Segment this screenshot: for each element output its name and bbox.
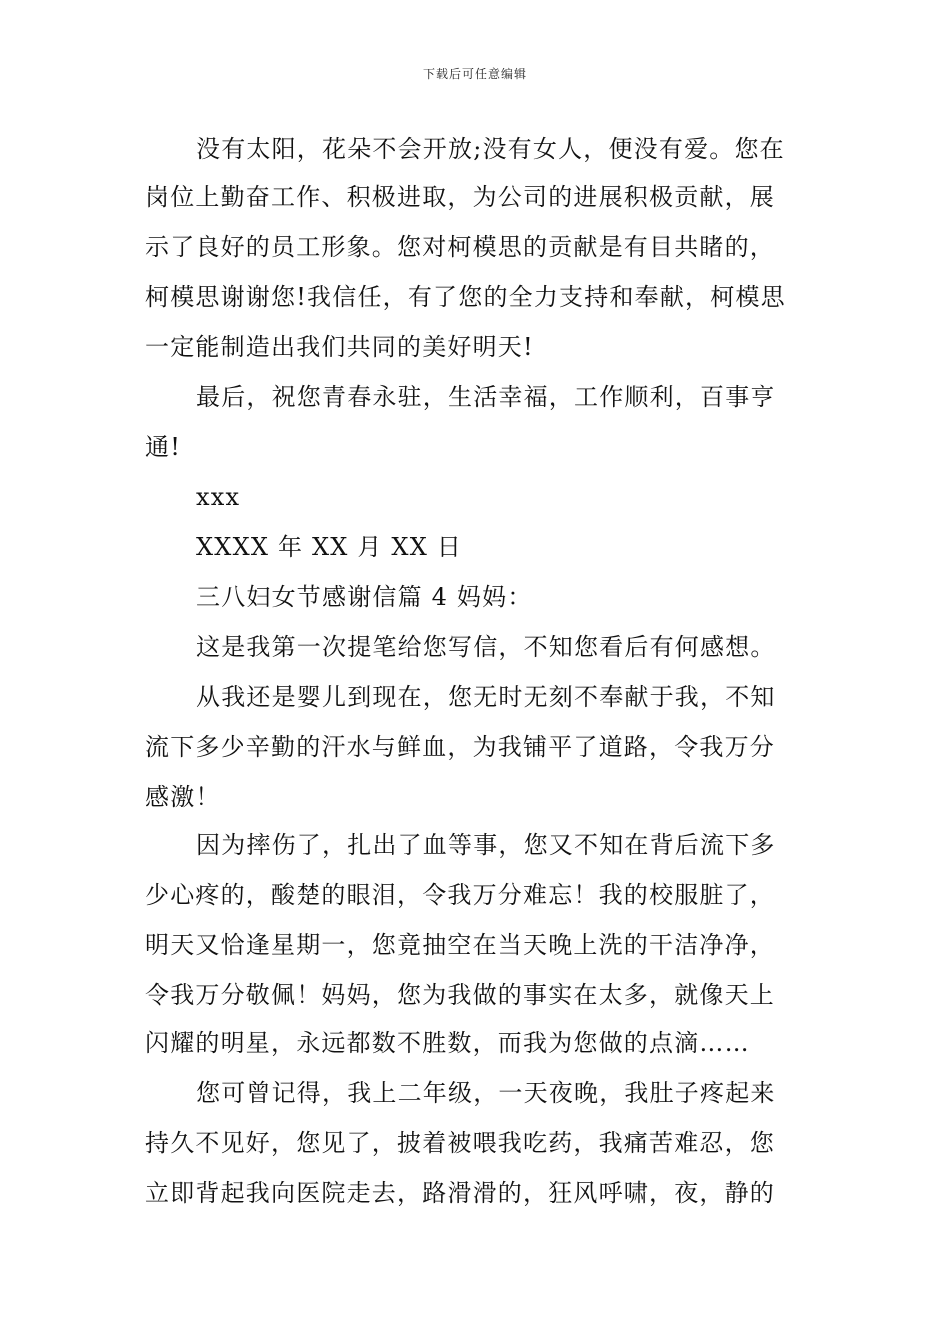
text-line: 流下多少辛勤的汗水与鲜血，为我铺平了道路，令我万分 [145, 733, 775, 761]
text-line: 三八妇女节感谢信篇 4 妈妈： [196, 583, 533, 611]
text-line: 通! [145, 433, 182, 461]
text-line: 没有太阳，花朵不会开放;没有女人，便没有爱。您在 [196, 135, 785, 163]
text-line: 感激！ [145, 783, 221, 811]
text-line: 示了良好的员工形象。您对柯模思的贡献是有目共睹的， [145, 233, 775, 261]
text-line: 岗位上勤奋工作、积极进取，为公司的进展积极贡献，展 [145, 183, 775, 211]
text-line: 少心疼的，酸楚的眼泪，令我万分难忘！我的校服脏了， [145, 881, 775, 909]
text-line: 持久不见好，您见了，披着被喂我吃药，我痛苦难忍，您 [145, 1129, 775, 1157]
text-line: 从我还是婴儿到现在，您无时无刻不奉献于我，不知 [196, 683, 776, 711]
text-line: 因为摔伤了，扎出了血等事，您又不知在背后流下多 [196, 831, 776, 859]
text-line: 立即背起我向医院走去，路滑滑的，狂风呼啸，夜，静的 [145, 1179, 775, 1207]
text-line: 令我万分敬佩！妈妈，您为我做的事实在太多，就像天上 [145, 981, 775, 1009]
text-line: 一定能制造出我们共同的美好明天! [145, 333, 534, 361]
text-line: 这是我第一次提笔给您写信，不知您看后有何感想。 [196, 633, 776, 661]
page-header: 下载后可任意编辑 [422, 67, 527, 81]
text-line: xxx [196, 483, 241, 511]
text-line: 闪耀的明星，永远都数不胜数，而我为您做的点滴…… [145, 1029, 750, 1057]
text-line: 最后，祝您青春永驻，生活幸福，工作顺利，百事亨 [196, 383, 776, 411]
text-line: 柯模思谢谢您!我信任，有了您的全力支持和奉献，柯模思 [145, 283, 786, 311]
text-line: 您可曾记得，我上二年级，一天夜晚，我肚子疼起来 [196, 1079, 776, 1107]
text-line: XXXX 年 XX 月 XX 日 [196, 533, 463, 561]
text-line: 明天又恰逢星期一，您竟抽空在当天晚上洗的干洁净净， [145, 931, 775, 959]
